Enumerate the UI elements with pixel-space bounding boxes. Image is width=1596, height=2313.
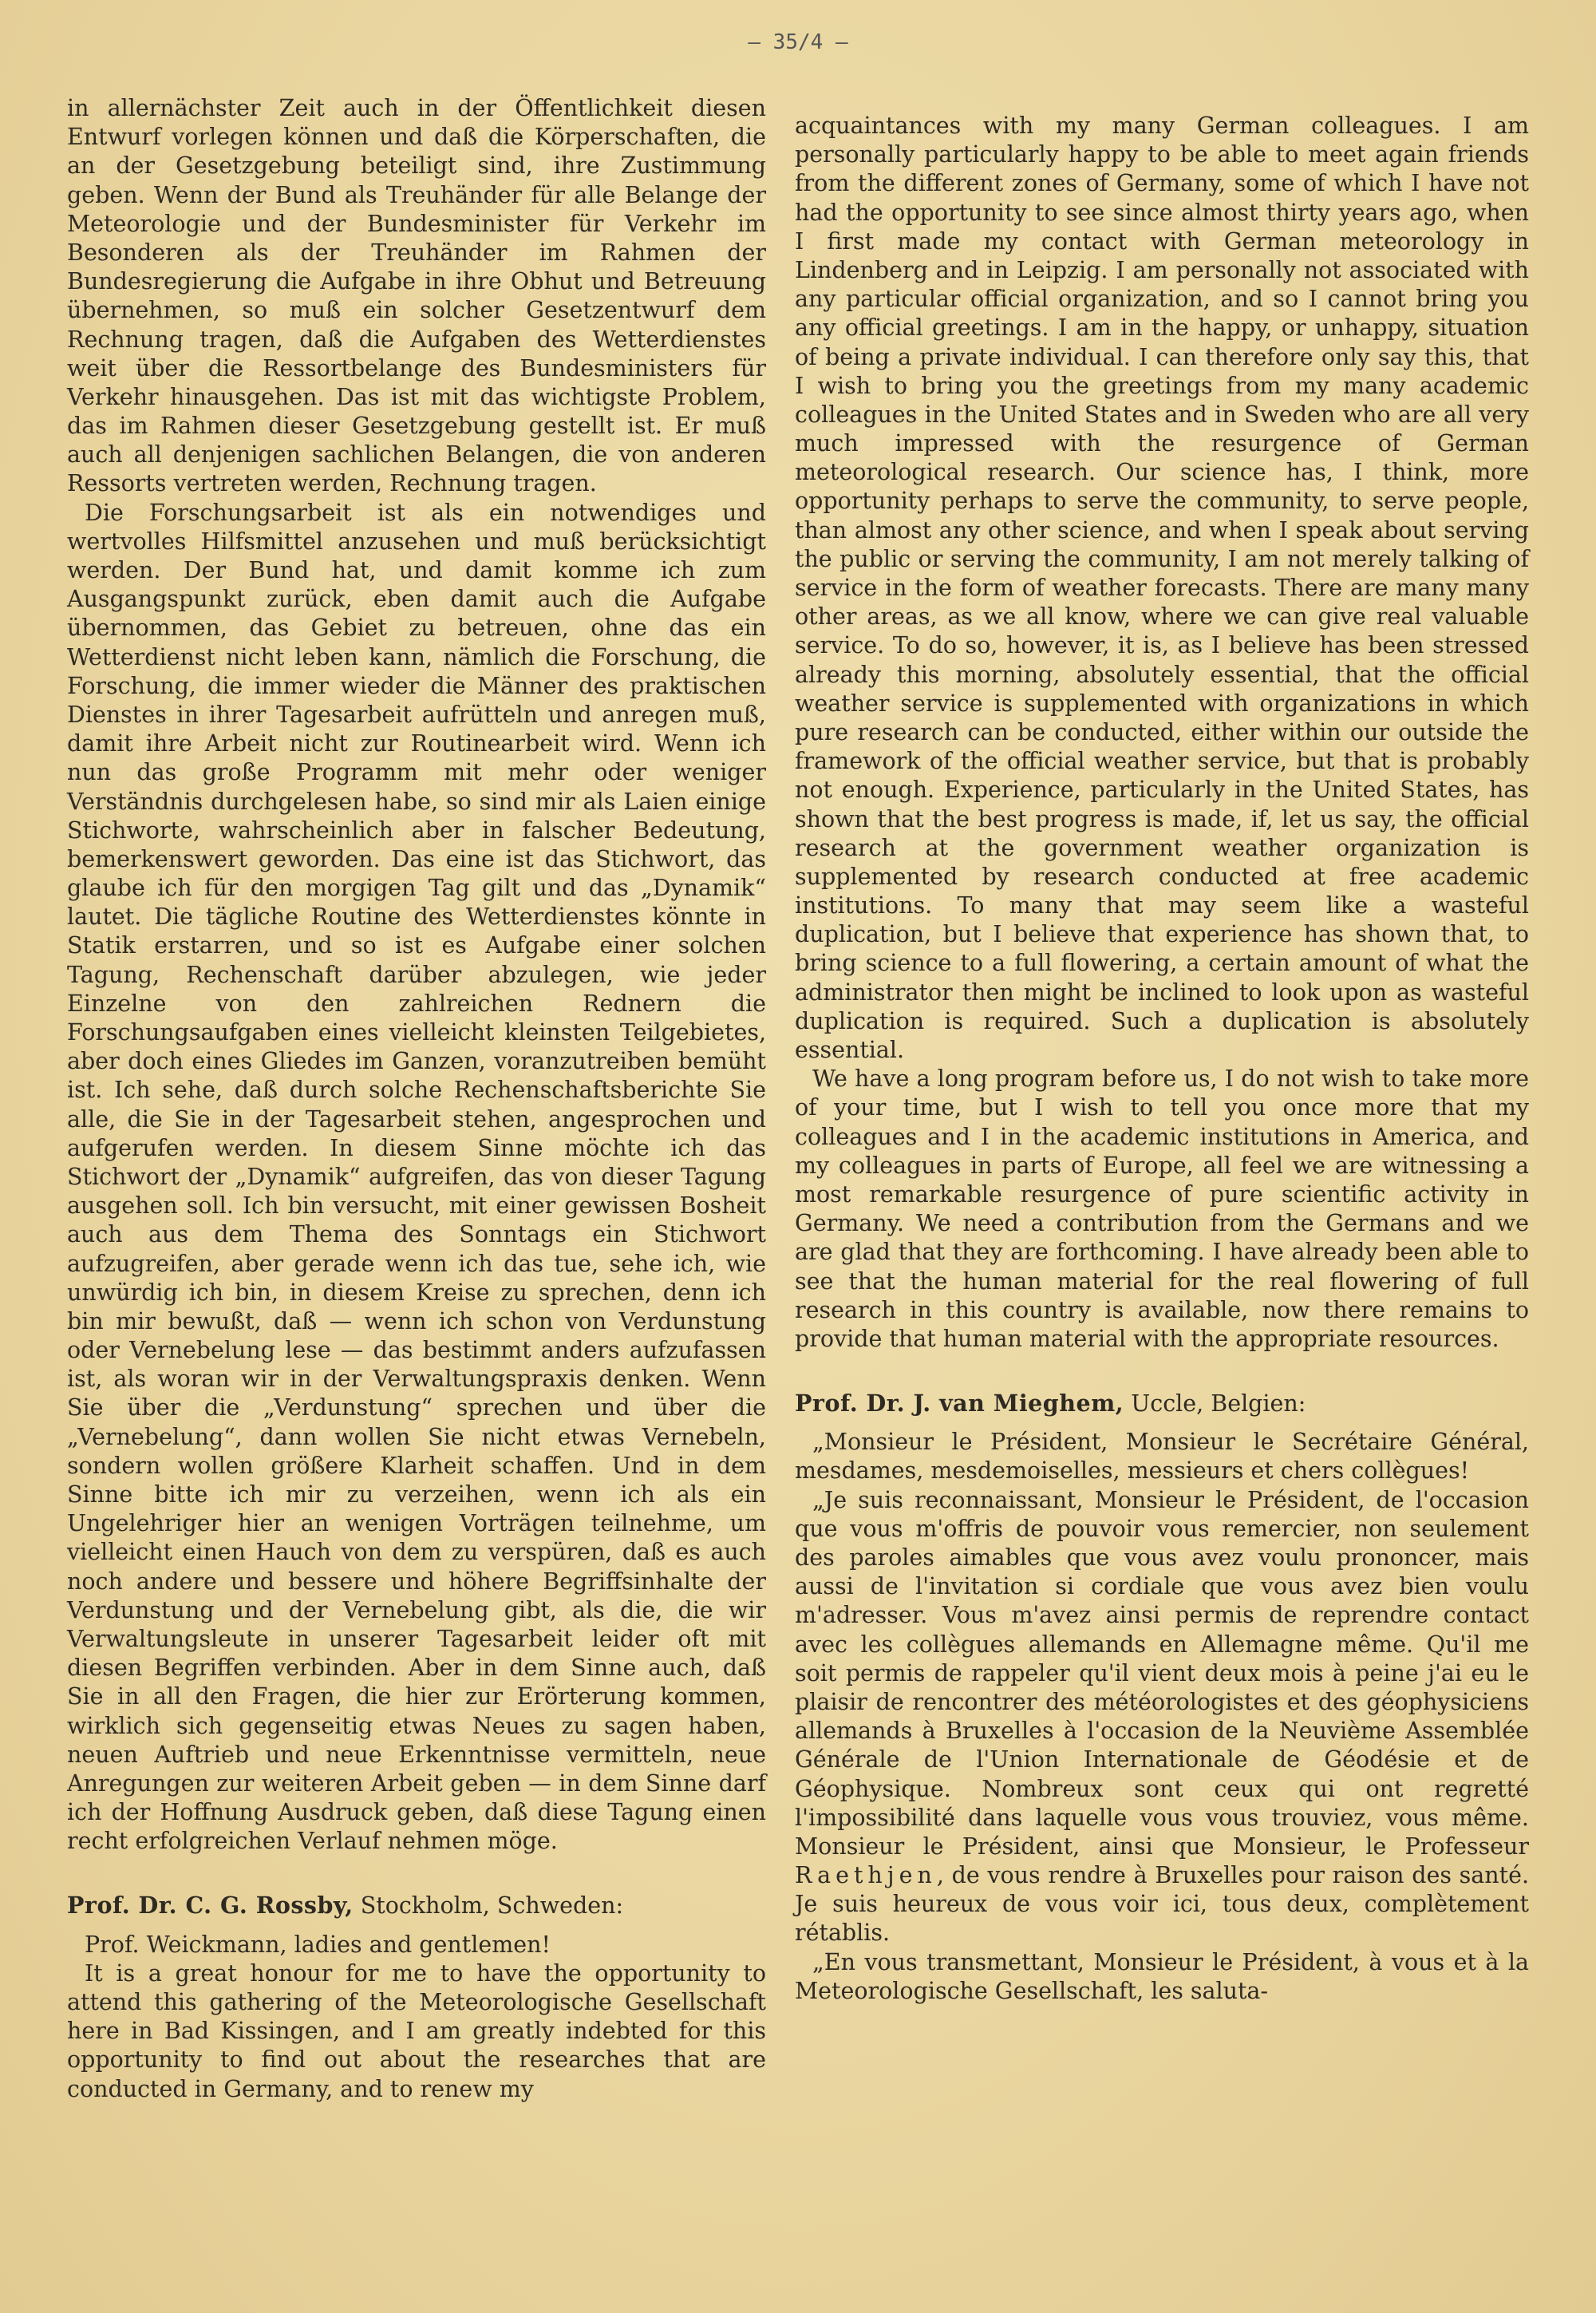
speaker-place: Uccle, Belgien: bbox=[1124, 1390, 1306, 1417]
paragraph: „Monsieur le Président, Monsieur le Secrétaire Général, mesdames, mesdemoiselles, messieurs et chers collègues! bbox=[795, 1429, 1529, 1485]
paragraph: acquaintances with my many German colleagues. I am personally particularly happy to be able to meet again friends from the different zones of Germany, some of which I have not had the opportunity to see since almost thirty years ago, when I first made my contact with German meteorology in Lindenberg and in Leipzig. I am personally not associated with any particular official organization, and so I cannot bring you any official greetings. I am in the happy, or unhappy, situation of being a private individual. I can therefore only say this, that I wish to bring you the greetings from my many academic colleagues in the United States and in Sweden who are all very much impressed with the resurgence of German meteorological research. Our science has, I think, more opportunity perhaps to serve the community, to serve people, than almost any other science, and when I speak about serving the public or serving the community, I am not merely talking of service in the form of weather forecasts. There are many many other areas, as we all know, where we can give real valuable service. To do so, however, it is, as I believe has been stressed already this morning, absolutely essential, that the official weather service is supplemented with organizations in which pure research can be conducted, either within our outside the framework of the official weather service, but that is probably not enough. Experience, particularly in the United States, has shown that the best progress is made, if, let us say, the official research at the government weather organization is supplemented by research conducted at free academic institutions. To many that may seem like a wasteful duplication, but I believe that experience has shown that, to bring science to a full flowering, a certain amount of what the administrator then might be inclined to look upon as wasteful duplication is required. Such a duplication is absolutely essential. bbox=[795, 113, 1529, 1063]
paragraph bbox=[795, 1486, 1529, 1948]
paragraph-text: , de vous rendre à Bruxelles pour raison des santé. Je suis heureux de vous voir ici, tous deux, complètement rétablis. bbox=[795, 1862, 1529, 1947]
paragraph: Die Forschungsarbeit ist als ein notwendiges und wertvolles Hilfsmittel anzusehen und muß berücksichtigt werden. Der Bund hat, und damit komme ich zum Ausgangspunkt zurück, eben damit auch die Aufgabe übernommen, das Gebiet zu betreuen, ohne das ein Wetterdienst nicht leben kann, nämlich die Forschung, die Forschung, die immer wieder die Männer des praktischen Dienstes in ihrer Tagesarbeit aufrütteln und anregen muß, damit ihre Arbeit nicht zur Routinearbeit wird. Wenn ich nun das große Programm mit mehr oder weniger Verständnis durchgelesen habe, so sind mir als Laien einige Stichworte, wahrscheinlich aber in falscher Bedeutung, bemerkenswert geworden. Das eine ist das Stichwort, das glaube ich für den morgigen Tag gilt und das „Dynamik“ lautet. Die tägliche Routine des Wetterdienstes könnte in Statik erstarren, und so ist es Aufgabe einer solchen Tagung, Rechenschaft darüber abzulegen, wie jeder Einzelne von den zahlreichen Rednern die Forschungsaufgaben eines vielleicht kleinsten Teilgebietes, aber doch eines Gliedes im Ganzen, voranzutreiben bemüht ist. Ich sehe, daß durch solche Rechenschaftsberichte Sie alle, die Sie in der Tagesarbeit stehen, angesprochen und aufgerufen werden. In diesem Sinne möchte ich das Stichwort der „Dynamik“ aufgreifen, das von dieser Tagung ausgehen soll. Ich bin versucht, mit einer gewissen Bosheit auch aus dem Thema des Sonntags ein Stichwort aufzugreifen, aber gerade wenn ich das tue, sehe ich, wie unwürdig ich bin, in diesem Kreise zu sprechen, denn ich bin mir bewußt, daß — wenn ich schon von Verdunstung oder Vernebelung lese — das bestimmt anders aufzufassen ist, als woran wir in der Verwaltungspraxis denken. Wenn Sie über die „Verdunstung“ sprechen und über die „Vernebelung“, dann wollen Sie nicht etwas Vernebeln, sondern wollen größere Klarheit schaffen. Und in dem Sinne bitte ich mir zu verzeihen, wenn ich als ein Ungelehriger hier an wenigen Vorträgen teilnehme, um vielleicht einen Hauch von dem zu verspüren, daß es auch noch andere und bessere und höhere Begriffsinhalte der Verdunstung und der Vernebelung gibt, als die, die wir Verwaltungsleute in unserer Tagesarbeit leider oft mit diesen Begriffen verbinden. Aber in dem Sinne auch, daß Sie in all den Fragen, die hier zur Erörterung kommen, wirklich sich gegenseitig etwas Neues zu sagen haben, neuen Auftrieb und neue Erkenntnisse vermitteln, neue Anregungen zur weiteren Arbeit geben — in dem Sinne darf ich der Hoffnung Ausdruck geben, daß diese Tagung einen recht erfolgreichen Verlauf nehmen möge. bbox=[67, 499, 766, 1855]
paragraph: It is a great honour for me to have the opportunity to attend this gathering of the Meteorologische Gesellschaft here in Bad Kissingen, and I am greatly indebted for this opportunity to find out about the researches that are conducted in Germany, and to renew my bbox=[67, 1959, 766, 2102]
speaker-name: Prof. Dr. J. van Mieghem, bbox=[795, 1390, 1124, 1417]
right-column bbox=[795, 112, 1529, 2006]
speaker-heading bbox=[67, 1891, 766, 1920]
paragraph: We have a long program before us, I do not wish to take more of your time, but I wish to tell you once more that my colleagues and I in the academic institutions in America, and my colleagues in parts of Europe, all feel we are witnessing a most remarkable resurgence of pure scientific activity in Germany. We need a contribution from the Germans and we are glad that they are forthcoming. I have already been able to see that the human material for the real flowering of full research in this country is available, now there remains to provide that human material with the appropriate resources. bbox=[795, 1066, 1529, 1352]
speaker-place: Stockholm, Schweden: bbox=[353, 1892, 624, 1920]
page-number: — 35/4 — bbox=[748, 30, 848, 54]
speaker-name: Prof. Dr. C. G. Rossby, bbox=[67, 1892, 354, 1920]
salutation: Prof. Weickmann, ladies and gentlemen! bbox=[85, 1931, 551, 1958]
speaker-heading bbox=[795, 1389, 1529, 1418]
paragraph: „En vous transmettant, Monsieur le Président, à vous et à la Meteorologische Gesellschaft, les saluta- bbox=[795, 1948, 1529, 2004]
left-column bbox=[67, 94, 766, 2104]
paragraph-text: „Je suis reconnaissant, Monsieur le Président, de l'occasion que vous m'offris de pouvoir vous remercier, non seulement des paroles aimables que vous avez voulu prononcer, mais aussi de l'invitation si cordiale que vous avez bien voulu m'adresser. Vous m'avez ainsi permis de reprendre contact avec les collègues allemands en Allemagne même. Qu'il me soit permis de rappeler qu'il vient deux mois à peine j'ai eu le plaisir de rencontrer des météorologistes et des géophysiciens allemands à Bruxelles à l'occasion de la Neuvième Assemblée Générale de l'Union Internationale de Géodésie et de Géophysique. Nombreux sont ceux qui ont regretté l'impossibilité dans laquelle vous vous trouviez, vous même. Monsieur le Président, ainsi que Monsieur, le Professeur bbox=[795, 1486, 1529, 1860]
emphasized-name: Raethjen bbox=[795, 1862, 937, 1889]
paragraph: in allernächster Zeit auch in der Öffentlichkeit diesen Entwurf vorlegen können und daß die Körperschaften, die an der Gesetzgebung beteiligt sind, ihre Zustimmung geben. Wenn der Bund als Treuhänder für alle Belange der Meteorologie und der Bundesminister für Verkehr im Besonderen als der Treuhänder im Rahmen der Bundesregierung die Aufgabe in ihre Obhut und Betreuung übernehmen, so muß ein solcher Gesetzentwurf dem Rechnung tragen, daß die Aufgaben des Wetterdienstes weit über die Ressortbelange des Bundesministers für Verkehr hinausgehen. Das ist mit das wichtigste Problem, das im Rahmen dieser Gesetzgebung gestellt ist. Er muß auch all denjenigen sachlichen Belangen, die von anderen Ressorts vertreten werden, Rechnung tragen. bbox=[67, 95, 766, 497]
